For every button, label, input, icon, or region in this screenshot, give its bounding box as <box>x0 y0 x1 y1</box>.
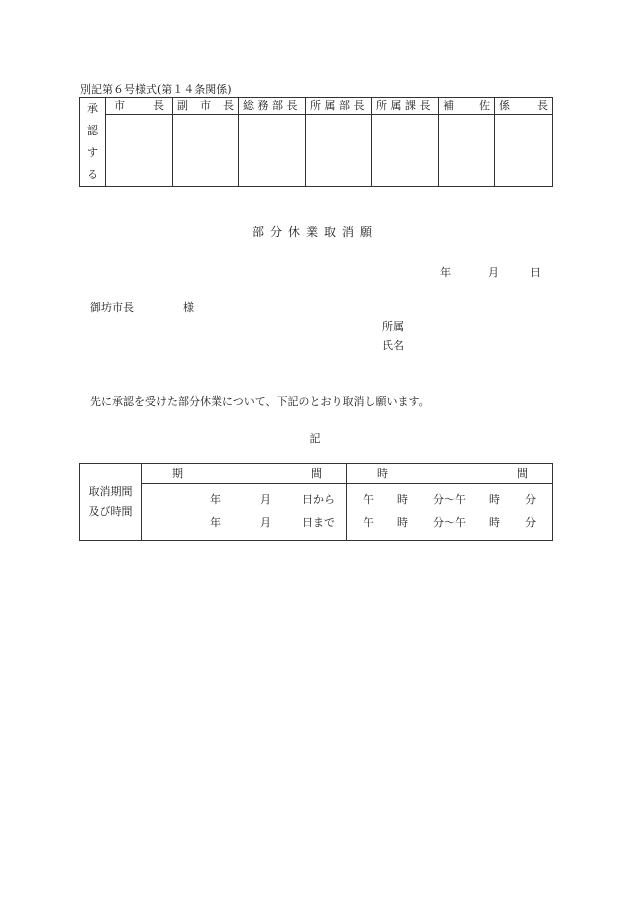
ki-marker: 記 <box>309 432 321 445</box>
period-to-line: 年 月 日まで <box>210 516 335 529</box>
stamp-box-subsection-chief[interactable] <box>495 115 553 187</box>
period-header: 期 間 <box>142 464 347 484</box>
period-values[interactable] <box>142 484 347 541</box>
stamp-box-general-affairs-director[interactable] <box>239 115 306 187</box>
body-text: 先に承認を受けた部分休業について、下記のとおり取消し願います。 <box>90 395 430 408</box>
addressee: 御坊市長 <box>90 301 134 314</box>
approval-col-section-chief: 所 属 課 長 <box>372 98 439 115</box>
time-values[interactable] <box>347 484 553 541</box>
stamp-box-section-chief[interactable] <box>372 115 439 187</box>
period-row-label: 取消期間 及び時間 <box>80 464 142 541</box>
approval-table <box>79 97 553 187</box>
stamp-box-department-director[interactable] <box>306 115 372 187</box>
affiliation-label: 所属 <box>382 320 404 333</box>
time-header: 時 間 <box>347 464 553 484</box>
approval-col-mayor: 市 長 <box>106 98 173 115</box>
date-day[interactable]: 日 <box>530 266 541 279</box>
approval-col-assistant: 補 佐 <box>439 98 495 115</box>
stamp-box-assistant[interactable] <box>439 115 495 187</box>
form-label: 別記第６号様式(第１４条関係) <box>80 83 232 96</box>
period-from-line: 年 月 日から <box>210 493 335 506</box>
document-title: 部分休業取消願 <box>251 225 378 239</box>
approval-row-label: 承 認 す る <box>80 98 106 187</box>
approval-col-vice-mayor: 副 市 長 <box>173 98 239 115</box>
time-from-line: 午 時 分～午 時 分 <box>363 493 536 506</box>
approval-col-general-affairs-director: 総 務 部 長 <box>239 98 306 115</box>
approval-col-subsection-chief: 係 長 <box>495 98 553 115</box>
approval-col-department-director: 所 属 部 長 <box>306 98 372 115</box>
stamp-box-vice-mayor[interactable] <box>173 115 239 187</box>
date-month[interactable]: 月 <box>488 266 499 279</box>
time-to-line: 午 時 分～午 時 分 <box>363 516 536 529</box>
stamp-box-mayor[interactable] <box>106 115 173 187</box>
name-label: 氏名 <box>382 339 404 352</box>
period-table <box>79 463 553 541</box>
addressee-suffix: 様 <box>183 301 194 314</box>
date-year[interactable]: 年 <box>440 266 451 279</box>
date-line <box>440 264 541 280</box>
